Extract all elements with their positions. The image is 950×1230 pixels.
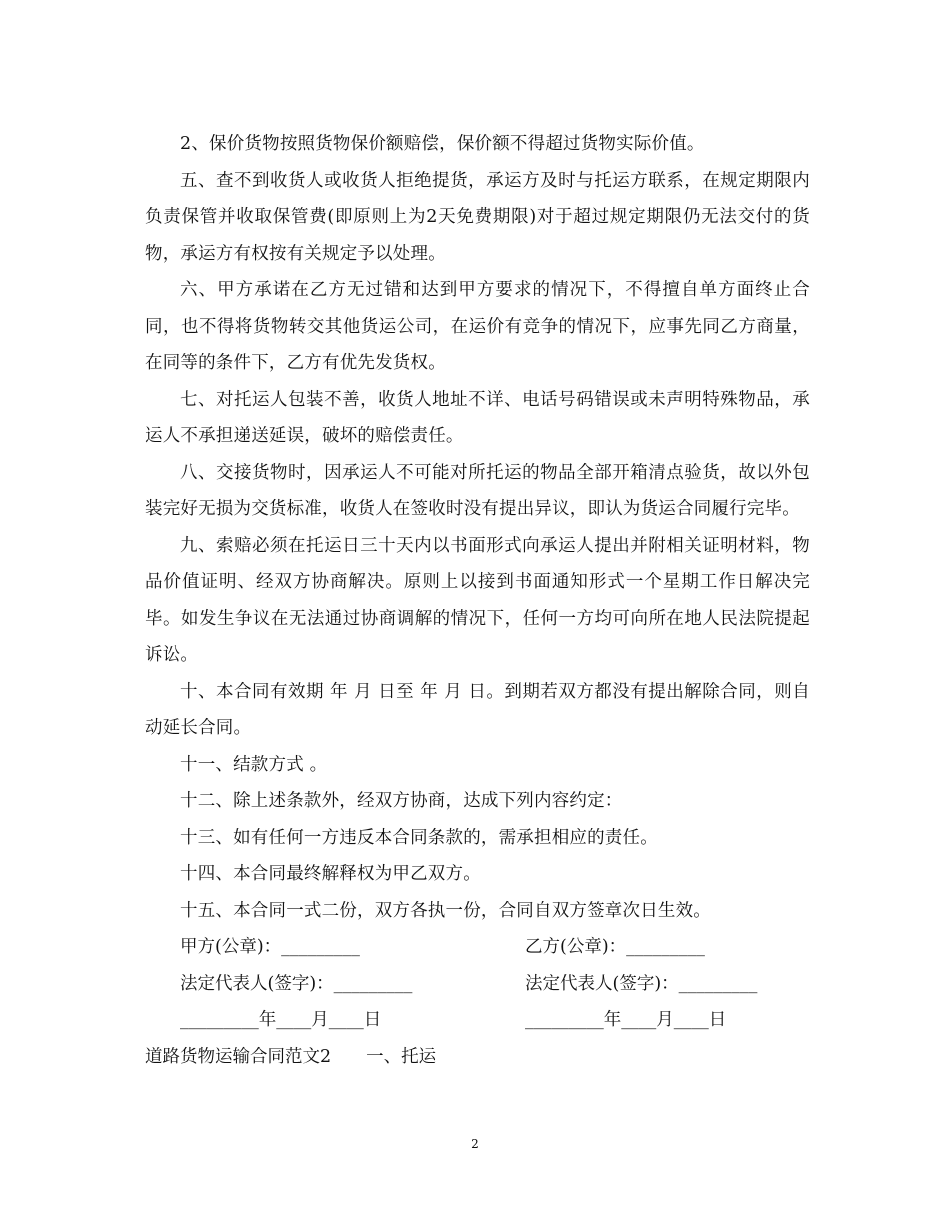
clause-paragraph: 十、本合同有效期 年 月 日至 年 月 日。到期若双方都没有提出解除合同，则自动延长合同。 [145, 681, 810, 738]
signature-rep-row [145, 966, 810, 1003]
next-section-heading: 道路货物运输合同范文2 一、托运 [145, 1046, 437, 1067]
clause-paragraph: 十二、除上述条款外，经双方协商，达成下列内容约定： [180, 791, 623, 811]
page-number: 2 [471, 1137, 479, 1151]
clause-paragraph: 十五、本合同一式二份，双方各执一份，合同自双方签章次日生效。 [180, 900, 711, 921]
clause-paragraph: 五、查不到收货人或收货人拒绝提货，承运方及时与托运方联系，在规定期限内负责保管并收取保管费(即原则上为2天免费期限)对于超过规定期限仍无法交付的货物，承运方有权按有关规定予以处理。 [145, 170, 810, 264]
party-b-date-field: _________年____月____日 [525, 1010, 727, 1030]
clause-paragraph: 八、交接货物时，因承运人不可能对所托运的物品全部开箱清点验货，故以外包装完好无损为交货标准，收货人在签收时没有提出异议，即认为货运合同履行完毕。 [145, 462, 810, 519]
clause-paragraph: 十一、结款方式 。 [180, 754, 328, 775]
party-a-representative-field: 法定代表人(签字)：_________ [180, 973, 413, 994]
party-a-seal-field: 甲方(公章)：_________ [180, 937, 360, 957]
clause-paragraph: 九、索赔必须在托运日三十天内以书面形式向承运人提出并附相关证明材料，物品价值证明、经双方协商解决。原则上以接到书面通知形式一个星期工作日解决完毕。如发生争议在无法通过协商调解的情况下，任何一方均可向所在地人民法院提起诉讼。 [145, 535, 810, 665]
clause-paragraph: 2、保价货物按照货物保价额赔偿，保价额不得超过货物实际价值。 [180, 134, 705, 154]
clause-paragraph: 六、甲方承诺在乙方无过错和达到甲方要求的情况下，不得擅自单方面终止合同，也不得将货物转交其他货运公司，在运价有竞争的情况下，应事先同乙方商量，在同等的条件下，乙方有优先发货权。 [145, 280, 810, 373]
clause-paragraph: 十四、本合同最终解释权为甲乙双方。 [180, 864, 481, 884]
party-b-representative-field: 法定代表人(签字)：_________ [525, 973, 758, 994]
clause-paragraph: 十三、如有任何一方违反本合同条款的，需承担相应的责任。 [180, 827, 658, 848]
signature-date-row [145, 1002, 810, 1039]
party-b-seal-field: 乙方(公章)：_________ [525, 937, 705, 957]
party-a-date-field: _________年____月____日 [180, 1010, 382, 1030]
signature-seal-row [145, 929, 810, 966]
clause-paragraph: 七、对托运人包装不善，收货人地址不详、电话号码错误或未声明特殊物品，承运人不承担递送延误，破坏的赔偿责任。 [145, 389, 810, 446]
contract-body [145, 126, 810, 1075]
